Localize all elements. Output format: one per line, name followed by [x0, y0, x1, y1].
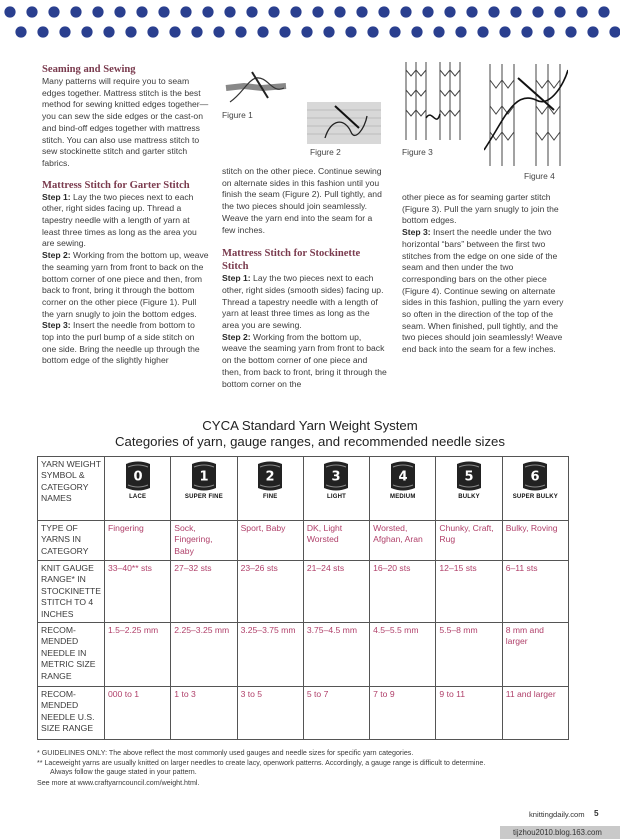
decorative-dot [180, 6, 191, 17]
decorative-dot [268, 6, 279, 17]
decorative-dot [356, 6, 367, 17]
decorative-dot [114, 6, 125, 17]
article-column-2 [222, 166, 387, 390]
decorative-dot [158, 6, 169, 17]
step-text: Insert the needle from bottom to top into the purl bump of a side stitch on one side. Bring the needle up through the bottom edge of the slightly higher [42, 320, 200, 366]
row-header: KNIT GAUGE RANGE* IN STOCKINETTE STITCH TO 4 INCHES [38, 561, 105, 623]
table-cell: 3 to 5 [237, 687, 303, 740]
decorative-dot [191, 26, 202, 37]
yarn-skein-icon [122, 461, 154, 491]
yarn-skein-icon [453, 461, 485, 491]
decorative-dot [125, 26, 136, 37]
step-text: Working from the bottom up, weave the seaming yarn from front to back on the bottom corner of one piece and then, from back to front, bring it through the bottom corner on the other piece (Figure 1). Pull the yarn snugly to join the bottom edges. [42, 250, 209, 319]
decorative-dot [103, 26, 114, 37]
yarn-category-name: LIGHT [326, 494, 346, 500]
decorative-dot [411, 26, 422, 37]
decorative-dot [510, 6, 521, 17]
decorative-dot [576, 6, 587, 17]
decorative-dot [312, 6, 323, 17]
decorative-dot [48, 6, 59, 17]
decorative-dot [257, 26, 268, 37]
table-cell: 1.5–2.25 mm [105, 623, 171, 687]
table-row-knit-gauge [38, 561, 569, 623]
yarn-skein-icon [519, 461, 551, 491]
article-column-1 [42, 63, 209, 367]
yarn-weight-number: 2 [265, 469, 275, 485]
decorative-dot [367, 26, 378, 37]
table-cell: Chunky, Craft, Rug [436, 521, 502, 561]
decorative-dot [422, 6, 433, 17]
step-text: Working from the bottom up, weave the seaming yarn from front to back on the bottom corner of one piece and then, from back to front, bring it through the bottom corner on the [222, 331, 387, 389]
decorative-dot [290, 6, 301, 17]
step-text: Lay the two pieces next to each other, right sides facing up. Thread a tapestry needle with a length of yarn at least three times as long as the area you are sewing. [42, 191, 197, 249]
decorative-dot [565, 26, 576, 37]
decorative-dot [59, 26, 70, 37]
step-text: Insert the needle under the two horizontal “bars” between the first two stitches from the edge on one side of the seam and then under the two corresponding bars on the other piece (Figure 4). Continue sewing on alternate sides in this fashion, pulling the yarn every so often in the direction of the top of the seam. When finished, pull tightly, and the two pieces should join seamlessly! Weave end back into the seam for a few inches. [402, 227, 564, 355]
decorative-dot [147, 26, 158, 37]
decorative-dot [477, 26, 488, 37]
decorative-dot [532, 6, 543, 17]
decorative-dot [37, 26, 48, 37]
footer-site: knittingdaily.com [529, 810, 585, 819]
step-label: Step 1: [222, 273, 251, 284]
table-cell: 5 to 7 [303, 687, 369, 740]
table-row-us-needle [38, 687, 569, 740]
row-header: RECOM-MENDED NEEDLE U.S. SIZE RANGE [38, 687, 105, 740]
step-label: Step 3: [42, 320, 71, 331]
table-row-yarn-types [38, 521, 569, 561]
decorative-dot [136, 6, 147, 17]
figure-4-caption: Figure 4 [524, 171, 555, 181]
decorative-dot [15, 26, 26, 37]
yarn-category-name: SUPER FINE [184, 494, 223, 500]
table-cell: 9 to 11 [436, 687, 502, 740]
yarn-weight-number: 3 [331, 469, 342, 485]
decorative-dot [444, 6, 455, 17]
figure-4-illustration [484, 60, 568, 170]
row-header: TYPE OF YARNS IN CATEGORY [38, 521, 105, 561]
decorative-dot [70, 6, 81, 17]
yarn-skein-icon [254, 461, 286, 491]
yarn-weight-table [37, 456, 569, 740]
decorative-dot [92, 6, 103, 17]
row-header: RECOM-MENDED NEEDLE IN METRIC SIZE RANGE [38, 623, 105, 687]
decorative-dot [543, 26, 554, 37]
decorative-dot [301, 26, 312, 37]
table-cell: 23–26 sts [237, 561, 303, 623]
stockinette-step1 [222, 273, 387, 332]
decorative-dot [455, 26, 466, 37]
yarn-skein-icon [320, 461, 352, 491]
table-cell: 7 to 9 [370, 687, 436, 740]
table-cell: 4.5–5.5 mm [370, 623, 436, 687]
table-cell: DK, Light Worsted [303, 521, 369, 561]
step-label: Step 2: [42, 250, 71, 261]
stockinette-continued: other piece as for seaming garter stitch (Figure 3). Pull the yarn snugly to join the bottom edges. [402, 192, 559, 226]
table-row-metric-needle [38, 623, 569, 687]
yarn-category-name: BULKY [458, 494, 480, 500]
table-cell: 16–20 sts [370, 561, 436, 623]
step-label: Step 2: [222, 331, 251, 342]
yarn-category-name: FINE [262, 494, 278, 500]
decorative-dot [389, 26, 400, 37]
decorative-dot [224, 6, 235, 17]
table-cell: 3.75–4.5 mm [303, 623, 369, 687]
decorative-dot [4, 6, 15, 17]
decorative-dot [598, 6, 609, 17]
yarn-weight-number: 6 [530, 469, 540, 485]
yarn-weight-number: 1 [199, 469, 209, 485]
yarn-weight-number: 4 [398, 469, 408, 485]
table-cell: 21–24 sts [303, 561, 369, 623]
yarn-symbol-cell [370, 457, 436, 521]
table-cell: Sock, Fingering, Baby [171, 521, 237, 561]
figure-3-caption: Figure 3 [402, 147, 433, 157]
yarn-weight-number: 5 [464, 469, 474, 485]
figure-1-illustration [222, 58, 294, 108]
see-more-link[interactable]: See more at www.craftyarncouncil.com/weight.html. [37, 779, 200, 787]
stockinette-heading: Mattress Stitch for Stockinette Stitch [222, 248, 361, 273]
decorative-dot [202, 6, 213, 17]
yarn-category-name: SUPER BULKY [512, 494, 558, 500]
table-cell: 2.25–3.25 mm [171, 623, 237, 687]
garter-step1 [42, 192, 209, 251]
table-cell: 27–32 sts [171, 561, 237, 623]
decorative-dot [279, 26, 290, 37]
decorative-dot [26, 6, 37, 17]
step-text: Lay the two pieces next to each other, right sides (smooth sides) facing up. Thread a tapestry needle with a length of yarn at least three times as long as the area you are sewing. [222, 273, 384, 331]
decorative-dot [433, 26, 444, 37]
decorative-dot [235, 26, 246, 37]
footnote-guidelines: * GUIDELINES ONLY: The above reflect the most commonly used gauges and needle sizes for specific yarn categories. [37, 749, 414, 757]
decorative-dot [609, 26, 620, 37]
table-cell: Sport, Baby [237, 521, 303, 561]
yarn-symbol-cell [237, 457, 303, 521]
decorative-dot [499, 26, 510, 37]
decorative-dot [521, 26, 532, 37]
seaming-body: Many patterns will require you to seam edges together. Mattress stitch is the best method for sewing knitted edges together—you can sew the side edges or the cast-on and bind-off edges together with mattress stitch. You can also use mattress stitch to sew stockinette stitch and garter stitch fabrics. [42, 76, 209, 168]
decorative-dot [488, 6, 499, 17]
page-number: 5 [594, 809, 599, 818]
yarn-weight-number: 0 [133, 469, 143, 485]
stockinette-step2 [222, 332, 387, 391]
decorative-dot [323, 26, 334, 37]
figure-2-illustration [305, 98, 383, 148]
yarn-symbol-cell [436, 457, 502, 521]
seaming-heading: Seaming and Sewing [42, 64, 136, 75]
decorative-dot [587, 26, 598, 37]
table-subtitle: Categories of yarn, gauge ranges, and recommended needle sizes [114, 434, 505, 449]
garter-heading: Mattress Stitch for Garter Stitch [42, 179, 190, 191]
decorative-dot [345, 26, 356, 37]
decorative-dot [169, 26, 180, 37]
footnote-laceweight: ** Laceweight yarns are usually knitted on larger needles to create lacy, openwork patterns. Accordingly, a gauge range is difficult to determine. [37, 759, 486, 767]
yarn-skein-icon [387, 461, 419, 491]
yarn-category-name: LACE [129, 494, 147, 500]
table-cell: 6–11 sts [502, 561, 568, 623]
watermark: tijzhou2010.blog.163.com [500, 826, 620, 839]
table-cell: Worsted, Afghan, Aran [370, 521, 436, 561]
table-cell: 8 mm and larger [502, 623, 568, 687]
yarn-symbol-cell [171, 457, 237, 521]
yarn-symbol-cell [303, 457, 369, 521]
decorative-dot [378, 6, 389, 17]
table-title: CYCA Standard Yarn Weight System [202, 418, 418, 433]
garter-continued: stitch on the other piece. Continue sewing on alternate sides in this fashion until you finish the seam (Figure 2). Pull tightly, and the two pieces should join seamlessly. Weave the yarn end into the seam for a few inches. [222, 166, 382, 235]
decorative-dot [554, 6, 565, 17]
decorative-dot [246, 6, 257, 17]
decorative-dot [334, 6, 345, 17]
symbol-row [38, 457, 569, 521]
decorative-dot [81, 26, 92, 37]
figure-1-caption: Figure 1 [222, 110, 253, 120]
yarn-symbol-cell [105, 457, 171, 521]
table-cell: 11 and larger [502, 687, 568, 740]
yarn-category-name: MEDIUM [390, 494, 416, 500]
decorative-dot [400, 6, 411, 17]
figure-2-caption: Figure 2 [310, 147, 341, 157]
yarn-symbol-cell [502, 457, 568, 521]
garter-step3 [42, 320, 209, 367]
stockinette-step3 [402, 227, 570, 356]
table-cell: 3.25–3.75 mm [237, 623, 303, 687]
garter-step2 [42, 250, 209, 320]
article-column-3 [402, 192, 570, 356]
table-cell: 1 to 3 [171, 687, 237, 740]
row-header: YARN WEIGHT SYMBOL & CATEGORY NAMES [38, 457, 105, 521]
step-label: Step 1: [42, 191, 71, 202]
dot-pattern-banner [0, 0, 620, 42]
decorative-dot [213, 26, 224, 37]
table-cell: 5.5–8 mm [436, 623, 502, 687]
table-cell: 33–40** sts [105, 561, 171, 623]
decorative-dot [466, 6, 477, 17]
table-cell: Fingering [105, 521, 171, 561]
yarn-skein-icon [188, 461, 220, 491]
table-cell: 000 to 1 [105, 687, 171, 740]
table-cell: Bulky, Roving [502, 521, 568, 561]
footnote-gauge: Always follow the gauge stated in your pattern. [50, 768, 197, 776]
table-cell: 12–15 sts [436, 561, 502, 623]
step-label: Step 3: [402, 227, 431, 238]
figure-3-illustration [402, 58, 464, 144]
